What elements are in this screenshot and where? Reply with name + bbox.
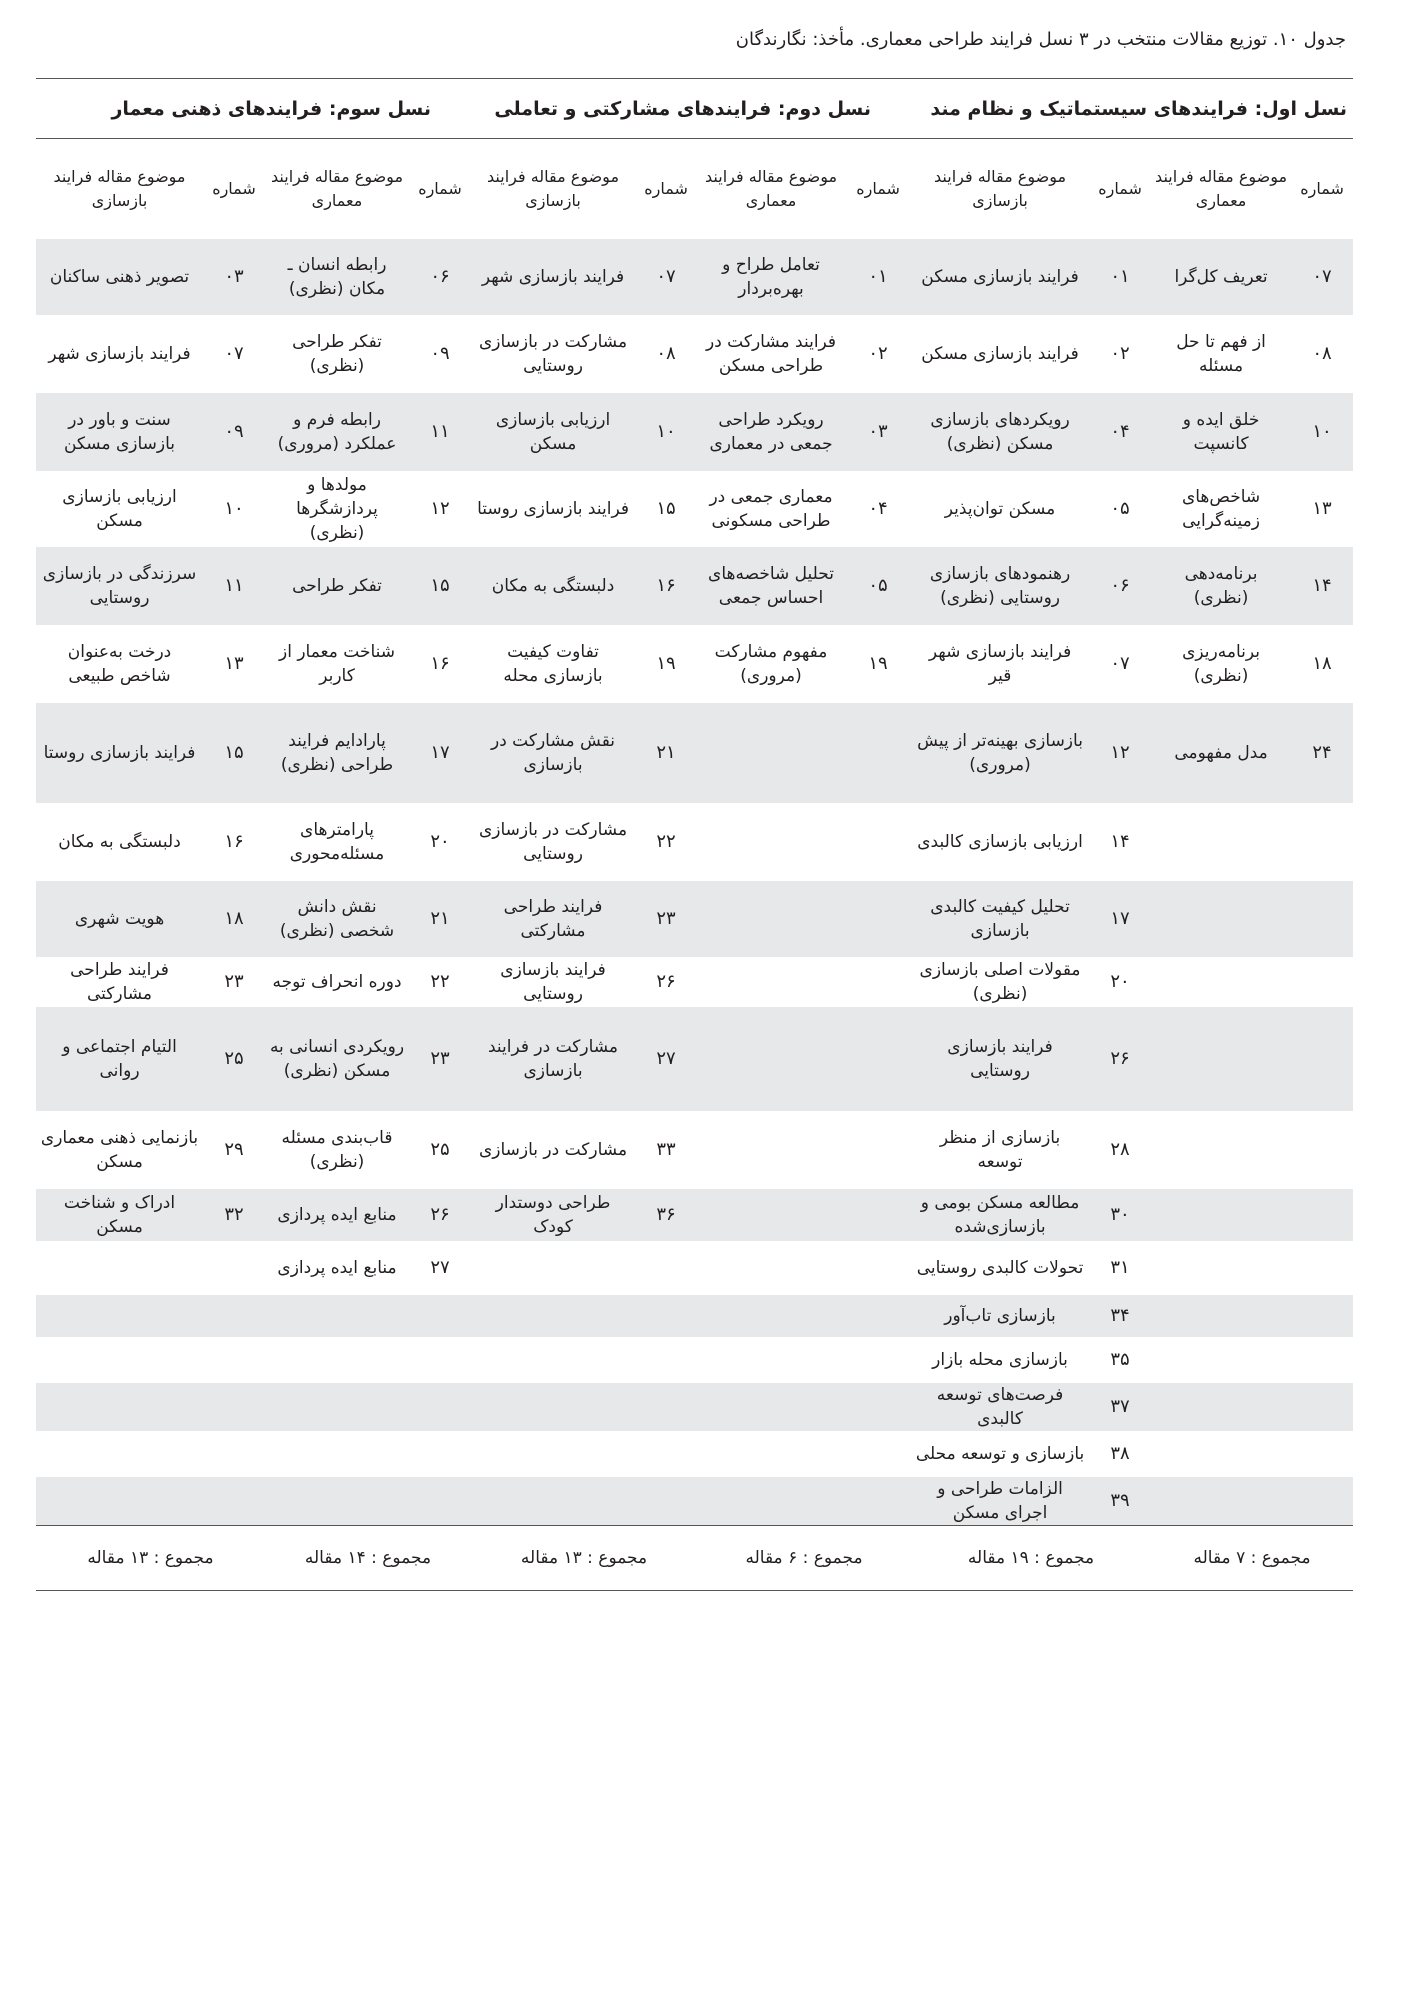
cell-number xyxy=(409,1431,471,1477)
cell-topic xyxy=(1151,803,1291,881)
cell-topic xyxy=(471,1431,635,1477)
cell-number xyxy=(635,1383,697,1431)
cell-topic: سرزندگی در بازسازی روستایی xyxy=(36,547,203,625)
total-gen3-regen: مجموع : ۱۳ مقاله xyxy=(36,1526,265,1591)
table-caption xyxy=(60,28,1346,52)
cell-topic: فرایند بازسازی روستایی xyxy=(500,960,606,1004)
cell-topic: مقولات اصلی بازسازی (نظری) xyxy=(919,960,1081,1004)
cell-number: ۰۱ xyxy=(845,239,911,315)
cell-number xyxy=(1291,1383,1353,1431)
cell-topic: معماری جمعی در طراحی مسکونی xyxy=(709,487,833,531)
cell-number: ۲۹ xyxy=(224,1139,244,1160)
cell-topic xyxy=(697,1189,845,1241)
cell-topic xyxy=(265,1295,409,1337)
cell-topic: برنامه‌دهی (نظری) xyxy=(1151,547,1291,625)
cell-number: ۲۲ xyxy=(656,831,676,852)
cell-topic: تحولات کالبدی روستایی xyxy=(916,1258,1084,1278)
cell-topic: رابطه انسان ـ مکان (نظری) xyxy=(265,239,409,315)
cell-topic: فرایند بازسازی شهر xyxy=(471,239,635,315)
cell-topic xyxy=(697,1111,845,1189)
cell-topic xyxy=(265,1477,409,1526)
cell-number: ۱۵ xyxy=(203,703,265,803)
cell-number: ۳۷ xyxy=(1089,1383,1151,1431)
cell-number xyxy=(1291,1295,1353,1337)
cell-number: ۲۰ xyxy=(430,831,450,852)
cell-number: ۰۲ xyxy=(868,343,888,364)
cell-number: ۰۵ xyxy=(1110,498,1130,519)
cell-topic: بازسازی بهینه‌تر از پیش (مروری) xyxy=(911,703,1089,803)
cell-topic: تفکر طراحی (نظری) xyxy=(292,332,382,376)
cell-number: ۲۱ xyxy=(635,703,697,803)
cell-number: ۱۱ xyxy=(203,547,265,625)
col-header-topic-arch: موضوع مقاله فرایند معماری xyxy=(1155,167,1288,210)
cell-topic: تصویر ذهنی ساکنان xyxy=(36,239,203,315)
cell-topic xyxy=(471,1241,635,1295)
cell-topic: فرایند بازسازی مسکن xyxy=(921,344,1079,364)
cell-number xyxy=(635,1477,697,1526)
cell-topic: خلق ایده و کانسپت xyxy=(1151,393,1291,471)
cell-number xyxy=(635,1241,697,1295)
total-gen1-arch: مجموع : ۷ مقاله xyxy=(1151,1526,1353,1591)
cell-number xyxy=(1291,1007,1353,1111)
cell-number xyxy=(635,1295,697,1337)
cell-number: ۳۱ xyxy=(1110,1257,1130,1278)
cell-number: ۲۶ xyxy=(409,1189,471,1241)
table-row xyxy=(36,1241,1353,1295)
cell-number: ۱۴ xyxy=(1291,547,1353,625)
cell-number xyxy=(1291,1477,1353,1526)
cell-topic xyxy=(697,703,845,803)
cell-number: ۱۶ xyxy=(430,653,450,674)
cell-number xyxy=(845,1295,911,1337)
table-row xyxy=(36,1337,1353,1383)
cell-topic xyxy=(1151,1295,1291,1337)
cell-topic: بازسازی تاب‌آور xyxy=(911,1295,1089,1337)
cell-number: ۱۰ xyxy=(224,498,244,519)
cell-number: ۲۵ xyxy=(430,1139,450,1160)
cell-topic: تحلیل شاخصه‌های احساس جمعی xyxy=(697,547,845,625)
cell-number xyxy=(1291,803,1353,881)
cell-topic xyxy=(697,1295,845,1337)
cell-topic xyxy=(1151,1431,1291,1477)
cell-number: ۲۸ xyxy=(1110,1139,1130,1160)
cell-number: ۱۶ xyxy=(224,831,244,852)
table-body xyxy=(36,239,1353,1526)
table-row xyxy=(36,1383,1353,1431)
cell-number: ۲۴ xyxy=(1291,703,1353,803)
cell-number: ۰۷ xyxy=(1291,239,1353,315)
cell-number xyxy=(203,1431,265,1477)
cell-topic xyxy=(36,1383,203,1431)
cell-topic: مدل مفهومی xyxy=(1151,703,1291,803)
cell-number: ۳۹ xyxy=(1089,1477,1151,1526)
cell-number xyxy=(1291,1431,1353,1477)
cell-number xyxy=(203,1337,265,1383)
cell-topic xyxy=(1151,1241,1291,1295)
cell-topic: شناخت معمار از کاربر xyxy=(279,642,396,686)
cell-number: ۱۳ xyxy=(1312,498,1332,519)
cell-number: ۱۲ xyxy=(1089,703,1151,803)
caption-label: جدول ۱۰. xyxy=(1272,29,1346,50)
table-row xyxy=(36,625,1353,703)
cell-topic: از فهم تا حل مسئله xyxy=(1176,332,1266,376)
cell-topic: مشارکت در فرایند بازسازی xyxy=(471,1007,635,1111)
cell-number: ۰۴ xyxy=(1089,393,1151,471)
cell-topic xyxy=(697,881,845,957)
cell-topic: منابع ایده پردازی xyxy=(265,1189,409,1241)
col-header-topic-arch: موضوع مقاله فرایند معماری xyxy=(705,167,838,210)
cell-topic: تفکر طراحی xyxy=(265,547,409,625)
cell-number xyxy=(635,1431,697,1477)
cell-number: ۱۷ xyxy=(1089,881,1151,957)
cell-number: ۲۶ xyxy=(656,971,676,992)
cell-topic: شاخص‌های زمینه‌گرایی xyxy=(1181,487,1261,531)
cell-number xyxy=(1291,1337,1353,1383)
cell-topic: پارامترهای مسئله‌محوری xyxy=(289,820,385,864)
cell-topic: درخت به‌عنوان شاخص طبیعی xyxy=(67,642,172,686)
cell-number xyxy=(845,1337,911,1383)
cell-topic: تفاوت کیفیت بازسازی محله xyxy=(503,642,603,686)
cell-topic xyxy=(697,803,845,881)
cell-number xyxy=(1291,881,1353,957)
cell-number xyxy=(845,803,911,881)
cell-number: ۱۵ xyxy=(409,547,471,625)
cell-topic: فرایند طراحی مشارکتی xyxy=(471,881,635,957)
cell-number xyxy=(409,1383,471,1431)
cell-number xyxy=(1291,1241,1353,1295)
cell-topic: مفهوم مشارکت (مروری) xyxy=(714,642,828,686)
cell-topic: تحلیل کیفیت کالبدی بازسازی xyxy=(911,881,1089,957)
cell-topic: رویکردهای بازسازی مسکن (نظری) xyxy=(911,393,1089,471)
cell-topic: مشارکت در بازسازی روستایی xyxy=(478,820,628,864)
cell-topic: التیام اجتماعی و روانی xyxy=(36,1007,203,1111)
cell-topic: ادراک و شناخت مسکن xyxy=(36,1189,203,1241)
cell-topic: فرایند بازسازی روستایی xyxy=(911,1007,1089,1111)
cell-number xyxy=(845,1477,911,1526)
cell-number: ۰۶ xyxy=(409,239,471,315)
cell-number: ۰۸ xyxy=(656,343,676,364)
table-row xyxy=(36,803,1353,881)
cell-number: ۱۹ xyxy=(656,653,676,674)
cell-topic xyxy=(1151,1007,1291,1111)
cell-topic: بازسازی و توسعه محلی xyxy=(915,1444,1085,1464)
cell-topic: فرایند بازسازی شهر قیر xyxy=(928,642,1072,686)
cell-topic: مولدها و پردازشگرها (نظری) xyxy=(296,475,378,543)
cell-topic: رویکرد طراحی جمعی در معماری xyxy=(697,393,845,471)
cell-topic xyxy=(265,1337,409,1383)
generation-2-title: نسل دوم: فرایندهای مشارکتی و تعاملی xyxy=(471,79,911,139)
cell-topic: طراحی دوستدار کودک xyxy=(471,1189,635,1241)
table-row xyxy=(36,471,1353,547)
cell-number: ۰۴ xyxy=(868,498,888,519)
cell-number xyxy=(845,1007,911,1111)
cell-number: ۲۳ xyxy=(635,881,697,957)
cell-number xyxy=(845,703,911,803)
cell-topic xyxy=(697,957,845,1007)
col-header-num: شماره xyxy=(212,179,256,198)
cell-topic: ارزیابی بازسازی مسکن xyxy=(471,393,635,471)
cell-number: ۲۷ xyxy=(430,1257,450,1278)
cell-number: ۰۳ xyxy=(203,239,265,315)
cell-number: ۰۷ xyxy=(224,343,244,364)
cell-number: ۲۳ xyxy=(224,971,244,992)
table-row xyxy=(36,881,1353,957)
cell-number: ۳۵ xyxy=(1110,1349,1130,1370)
col-header-num: شماره xyxy=(1300,179,1344,198)
cell-topic: دلبستگی به مکان xyxy=(58,832,181,852)
cell-number: ۰۸ xyxy=(1312,343,1332,364)
cell-number: ۱۶ xyxy=(635,547,697,625)
table-row xyxy=(36,1007,1353,1111)
cell-topic xyxy=(36,1431,203,1477)
total-gen3-arch: مجموع : ۱۴ مقاله xyxy=(265,1526,471,1591)
cell-topic xyxy=(36,1477,203,1526)
cell-number xyxy=(203,1383,265,1431)
cell-topic xyxy=(1151,1337,1291,1383)
caption-text: توزیع مقالات منتخب در ۳ نسل فرایند طراحی معماری. xyxy=(859,29,1268,50)
cell-number: ۳۴ xyxy=(1089,1295,1151,1337)
col-header-topic-regen: موضوع مقاله فرایند بازسازی xyxy=(487,167,620,210)
cell-number: ۳۶ xyxy=(635,1189,697,1241)
cell-number: ۰۶ xyxy=(1089,547,1151,625)
generation-1-title: نسل اول: فرایندهای سیستماتیک و نظام مند xyxy=(911,79,1353,139)
col-header-num: شماره xyxy=(644,179,688,198)
cell-number: ۲۰ xyxy=(1110,971,1130,992)
cell-number: ۱۸ xyxy=(1312,653,1332,674)
cell-topic xyxy=(471,1295,635,1337)
cell-topic: مشارکت در بازسازی روستایی xyxy=(478,332,628,376)
cell-topic xyxy=(1151,881,1291,957)
cell-number xyxy=(203,1295,265,1337)
cell-number: ۱۹ xyxy=(868,653,888,674)
cell-topic: رویکردی انسانی به مسکن (نظری) xyxy=(265,1007,409,1111)
cell-number: ۱۵ xyxy=(656,498,676,519)
total-gen1-regen: مجموع : ۱۹ مقاله xyxy=(911,1526,1151,1591)
cell-number: ۱۴ xyxy=(1110,831,1130,852)
cell-topic: رهنمودهای بازسازی روستایی (نظری) xyxy=(911,547,1089,625)
cell-number: ۲۶ xyxy=(1089,1007,1151,1111)
cell-topic: تعریف کل‌گرا xyxy=(1151,239,1291,315)
table-row xyxy=(36,239,1353,315)
cell-topic: نقش مشارکت در بازسازی xyxy=(471,703,635,803)
cell-topic: فرایند مشارکت در طراحی مسکن xyxy=(706,332,837,376)
col-header-num: شماره xyxy=(1098,179,1142,198)
total-gen2-regen: مجموع : ۱۳ مقاله xyxy=(471,1526,697,1591)
cell-number: ۰۲ xyxy=(1110,343,1130,364)
cell-number: ۰۵ xyxy=(845,547,911,625)
cell-topic: قاب‌بندی مسئله (نظری) xyxy=(281,1128,393,1172)
cell-number xyxy=(1291,1189,1353,1241)
cell-number xyxy=(409,1477,471,1526)
cell-topic xyxy=(265,1383,409,1431)
cell-number: ۰۷ xyxy=(635,239,697,315)
cell-number: ۰۹ xyxy=(203,393,265,471)
cell-topic: نقش دانش شخصی (نظری) xyxy=(265,881,409,957)
cell-topic: مسکن توان‌پذیر xyxy=(944,499,1056,519)
cell-topic: فرایند بازسازی مسکن xyxy=(911,239,1089,315)
cell-topic xyxy=(1151,1477,1291,1526)
cell-topic: سنت و باور در بازسازی مسکن xyxy=(36,393,203,471)
generation-header-row xyxy=(36,79,1353,139)
cell-number xyxy=(1291,1111,1353,1189)
cell-topic: مطالعه مسکن بومی و بازسازی‌شده xyxy=(911,1189,1089,1241)
cell-number: ۰۹ xyxy=(430,343,450,364)
cell-number: ۳۳ xyxy=(656,1139,676,1160)
cell-topic xyxy=(265,1431,409,1477)
cell-topic xyxy=(471,1477,635,1526)
cell-topic: فرایند بازسازی روستا xyxy=(36,703,203,803)
cell-number: ۲۷ xyxy=(635,1007,697,1111)
cell-topic xyxy=(36,1337,203,1383)
cell-number xyxy=(203,1477,265,1526)
cell-topic: الزامات طراحی و اجرای مسکن xyxy=(911,1477,1089,1526)
cell-number xyxy=(845,1241,911,1295)
table-row xyxy=(36,1431,1353,1477)
cell-number: ۲۱ xyxy=(409,881,471,957)
cell-topic xyxy=(471,1337,635,1383)
cell-number: ۰۱ xyxy=(1089,239,1151,315)
cell-number xyxy=(203,1241,265,1295)
totals-row xyxy=(36,1526,1353,1591)
cell-topic: مشارکت در بازسازی xyxy=(478,1140,628,1160)
cell-topic xyxy=(1151,1111,1291,1189)
cell-number: ۱۷ xyxy=(409,703,471,803)
cell-topic: ارزیابی بازسازی مسکن xyxy=(62,487,177,531)
cell-number: ۲۳ xyxy=(409,1007,471,1111)
col-header-topic-arch: موضوع مقاله فرایند معماری xyxy=(271,167,404,210)
cell-topic: فرصت‌های توسعه کالبدی xyxy=(911,1383,1089,1431)
cell-topic xyxy=(36,1241,203,1295)
cell-topic xyxy=(1151,957,1291,1007)
cell-number: ۳۰ xyxy=(1089,1189,1151,1241)
table-row xyxy=(36,547,1353,625)
cell-topic: دلبستگی به مکان xyxy=(471,547,635,625)
table-row xyxy=(36,1111,1353,1189)
articles-table xyxy=(36,78,1353,1591)
cell-number: ۲۲ xyxy=(430,971,450,992)
cell-number: ۱۲ xyxy=(430,498,450,519)
cell-topic: بازنمایی ذهنی معماری مسکن xyxy=(40,1128,199,1172)
caption-source: مأخذ: نگارندگان xyxy=(735,29,855,50)
cell-number xyxy=(845,957,911,1007)
cell-topic: بازسازی از منظر توسعه xyxy=(939,1128,1061,1172)
cell-number: ۱۳ xyxy=(224,653,244,674)
cell-topic: برنامه‌ریزی (نظری) xyxy=(1182,642,1260,686)
cell-topic: رابطه فرم و عملکرد (مروری) xyxy=(265,393,409,471)
cell-number: ۱۱ xyxy=(409,393,471,471)
cell-number xyxy=(845,1383,911,1431)
generation-3-title: نسل سوم: فرایندهای ذهنی معمار xyxy=(36,79,471,139)
cell-topic: فرایند طراحی مشارکتی xyxy=(70,960,169,1004)
table-row xyxy=(36,393,1353,471)
cell-number xyxy=(845,1189,911,1241)
table-row xyxy=(36,1189,1353,1241)
cell-topic xyxy=(697,1007,845,1111)
cell-number: ۰۳ xyxy=(845,393,911,471)
cell-number xyxy=(409,1295,471,1337)
cell-topic: بازسازی محله بازار xyxy=(932,1350,1068,1370)
cell-number: ۰۷ xyxy=(1110,653,1130,674)
cell-topic xyxy=(1151,1383,1291,1431)
table-row xyxy=(36,315,1353,393)
col-header-topic-regen: موضوع مقاله فرایند بازسازی xyxy=(934,167,1067,210)
cell-number xyxy=(1291,957,1353,1007)
cell-topic xyxy=(697,1241,845,1295)
cell-topic: پارادایم فرایند طراحی (نظری) xyxy=(265,703,409,803)
cell-number xyxy=(635,1337,697,1383)
cell-number xyxy=(845,1431,911,1477)
table-row xyxy=(36,957,1353,1007)
cell-topic: فرایند بازسازی روستا xyxy=(477,499,629,519)
cell-topic xyxy=(471,1383,635,1431)
cell-number: ۱۰ xyxy=(1291,393,1353,471)
cell-topic: فرایند بازسازی شهر xyxy=(48,344,191,364)
cell-topic xyxy=(36,1295,203,1337)
cell-number xyxy=(845,1111,911,1189)
cell-number xyxy=(409,1337,471,1383)
cell-number: ۳۸ xyxy=(1110,1443,1130,1464)
total-gen2-arch: مجموع : ۶ مقاله xyxy=(697,1526,911,1591)
col-header-num: شماره xyxy=(418,179,462,198)
col-header-num: شماره xyxy=(856,179,900,198)
column-header-row xyxy=(36,139,1353,240)
cell-topic xyxy=(697,1337,845,1383)
cell-topic: منابع ایده پردازی xyxy=(277,1258,397,1278)
cell-number: ۲۵ xyxy=(203,1007,265,1111)
cell-topic: دوره انحراف توجه xyxy=(272,972,402,992)
col-header-topic-regen: موضوع مقاله فرایند بازسازی xyxy=(53,167,186,210)
cell-topic: تعامل طراح و بهره‌بردار xyxy=(697,239,845,315)
cell-topic xyxy=(697,1431,845,1477)
cell-number: ۱۸ xyxy=(203,881,265,957)
cell-topic: ارزیابی بازسازی کالبدی xyxy=(917,832,1083,852)
table-row xyxy=(36,703,1353,803)
table-row xyxy=(36,1295,1353,1337)
cell-number: ۳۲ xyxy=(203,1189,265,1241)
cell-topic: هویت شهری xyxy=(36,881,203,957)
table-row xyxy=(36,1477,1353,1526)
cell-topic xyxy=(1151,1189,1291,1241)
cell-number xyxy=(845,881,911,957)
cell-number: ۱۰ xyxy=(635,393,697,471)
cell-topic xyxy=(697,1477,845,1526)
cell-topic xyxy=(697,1383,845,1431)
